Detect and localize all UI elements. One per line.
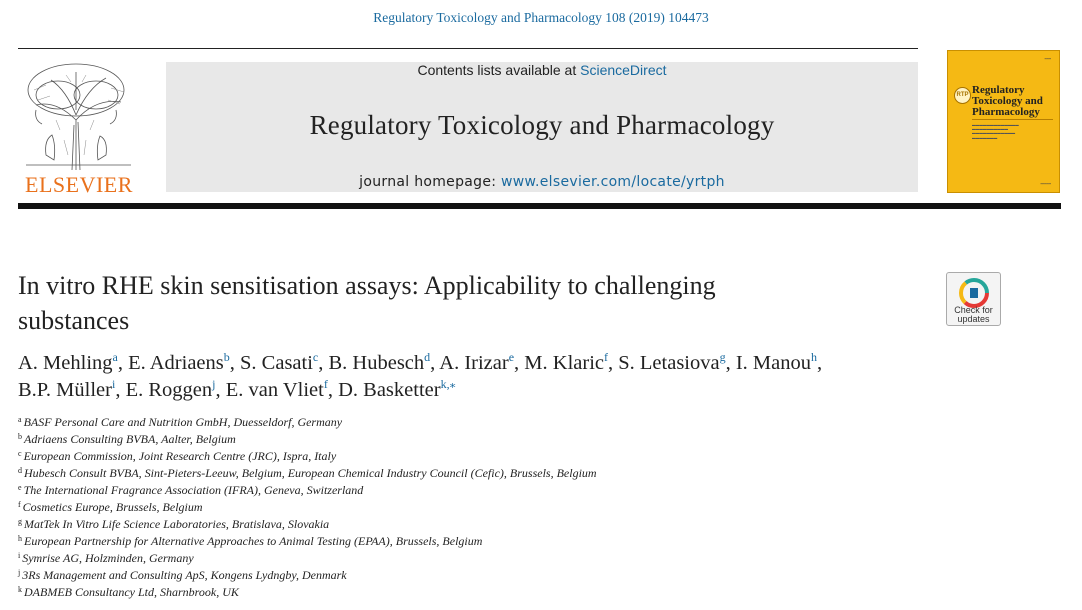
author[interactable] — [618, 352, 725, 374]
journal-title: Regulatory Toxicology and Pharmacology — [309, 110, 775, 140]
author-name: I. Manou — [735, 352, 811, 374]
journal-homepage — [166, 174, 918, 190]
affiliation-text: European Partnership for Alternative Approaches to Animal Testing (EPAA), Brussels, Belgium — [24, 534, 483, 548]
author-affiliation-ref[interactable]: h — [811, 350, 817, 364]
check-for-updates-button[interactable] — [946, 272, 1001, 326]
author-affiliation-ref[interactable]: f — [323, 377, 328, 391]
cover-top-mark: ━━━ — [1044, 57, 1051, 61]
affiliation-key: j — [18, 568, 21, 577]
author-list: A. Mehling$^a$, E. Adriaens$^b$, S. Casati$^c$, B. Hubesch$^d$, A. Irizar$^e$, M. Klaric$^f$, S. Letasiova$^g$, I. Manou$^h$, B.P. Müller$^i$, E. Roggen$^j$, E. van Vliet$^f$, D. Basketter$^{k,⁎}$ — [18, 350, 823, 401]
author[interactable] — [226, 379, 328, 401]
affiliation-text: MatTek In Vitro Life Science Laboratories, Bratislava, Slovakia — [24, 517, 330, 531]
author[interactable] — [18, 352, 118, 374]
author-name: D. Basketter — [338, 379, 441, 401]
affiliation-key: c — [18, 449, 22, 458]
author-affiliation-ref[interactable]: j — [212, 377, 216, 391]
check-updates-label — [947, 306, 1000, 324]
affiliation-key: e — [18, 483, 22, 492]
homepage-link[interactable]: www.elsevier.com/locate/yrtph — [501, 174, 725, 190]
author[interactable] — [18, 379, 115, 401]
cover-title-line: Toxicology and — [972, 95, 1043, 107]
author[interactable] — [126, 379, 216, 401]
affiliation-text: Symrise AG, Holzminden, Germany — [22, 551, 194, 565]
author-name: A. Mehling — [18, 352, 113, 374]
cover-divider — [972, 119, 1053, 120]
article-title-line: In vitro RHE skin sensitisation assays: Applicability to challenging — [18, 271, 716, 300]
affiliation-item — [18, 516, 1018, 533]
article-title-line: substances — [18, 306, 130, 335]
author[interactable] — [128, 352, 230, 374]
author[interactable] — [240, 352, 318, 374]
affiliation-text: Cosmetics Europe, Brussels, Belgium — [22, 500, 203, 514]
affiliation-item — [18, 533, 1018, 550]
affiliation-item — [18, 431, 1018, 448]
header-bottom-rule — [18, 203, 1061, 209]
author-name: E. Adriaens — [128, 352, 224, 374]
homepage-prefix: journal homepage: — [359, 174, 502, 190]
check-updates-line: Check for — [954, 305, 993, 315]
author-affiliation-ref[interactable]: d — [424, 350, 431, 364]
cover-fine-print: ▬▬▬▬▬▬▬▬▬▬▬▬▬ ▬▬▬▬▬▬▬▬▬▬ ▬▬▬▬▬▬▬▬▬▬▬▬ ▬▬▬▬▬▬▬ — [972, 123, 1019, 140]
article-title — [18, 268, 878, 338]
author-name: B.P. Müller — [18, 379, 112, 401]
affiliation-item — [18, 448, 1018, 465]
affiliation-item — [18, 550, 1018, 567]
header-top-rule — [18, 48, 918, 49]
author[interactable] — [524, 352, 608, 374]
sciencedirect-link[interactable]: ScienceDirect — [580, 62, 667, 78]
affiliation-text: Adriaens Consulting BVBA, Aalter, Belgium — [24, 432, 236, 446]
affiliation-item — [18, 567, 1018, 584]
cover-title — [972, 85, 1043, 118]
author-affiliation-ref[interactable]: a — [112, 350, 118, 364]
affiliation-key: a — [18, 415, 22, 424]
affiliation-item — [18, 414, 1018, 431]
author-affiliation-ref[interactable]: g — [719, 350, 726, 364]
author-name: B. Hubesch — [328, 352, 425, 374]
affiliation-key: d — [18, 466, 22, 475]
affiliation-key: i — [18, 551, 21, 560]
author-affiliation-ref[interactable]: k,⁎ — [440, 377, 456, 391]
cover-title-line: Pharmacology — [972, 106, 1040, 118]
author[interactable] — [439, 352, 514, 374]
affiliation-list — [18, 414, 1018, 601]
contents-availability — [166, 62, 918, 78]
check-updates-line: updates — [957, 314, 990, 324]
cover-badge: RTP — [954, 87, 971, 104]
author-name: E. Roggen — [125, 379, 213, 401]
author-affiliation-ref[interactable]: e — [508, 350, 515, 364]
affiliation-key: b — [18, 432, 22, 441]
affiliation-item — [18, 499, 1018, 516]
author-affiliation-ref[interactable]: b — [223, 350, 230, 364]
contents-prefix: Contents lists available at — [417, 62, 581, 78]
affiliation-key: g — [18, 517, 22, 526]
author-name: M. Klaric — [524, 352, 604, 374]
affiliation-key: f — [18, 500, 21, 509]
affiliation-text: Hubesch Consult BVBA, Sint-Pieters-Leeuw, Belgium, European Chemical Industry Council (Cefic), Brussels, Belgium — [24, 466, 597, 480]
author-name: S. Casati — [240, 352, 313, 374]
check-updates-icon — [959, 278, 989, 308]
affiliation-key: h — [18, 534, 22, 543]
affiliation-text: BASF Personal Care and Nutrition GmbH, Duesseldorf, Germany — [23, 415, 343, 429]
author[interactable] — [329, 352, 431, 374]
affiliation-text: European Commission, Joint Research Centre (JRC), Ispra, Italy — [23, 449, 337, 463]
author-name: S. Letasiova — [618, 352, 720, 374]
author-name: E. van Vliet — [225, 379, 324, 401]
journal-cover-thumbnail[interactable] — [947, 50, 1060, 193]
affiliation-key: k — [18, 585, 22, 594]
affiliation-text: 3Rs Management and Consulting ApS, Kongens Lydngby, Denmark — [22, 568, 347, 582]
affiliation-item — [18, 482, 1018, 499]
author-affiliation-ref[interactable]: i — [111, 377, 116, 391]
cover-foot-mark: ━━━━━ — [1040, 182, 1051, 186]
author[interactable] — [338, 379, 455, 401]
affiliation-text: DABMEB Consultancy Ltd, Sharnbrook, UK — [24, 585, 239, 599]
author[interactable] — [736, 352, 817, 374]
affiliation-item — [18, 584, 1018, 601]
cover-title-line: Regulatory — [972, 84, 1025, 96]
journal-citation[interactable]: Regulatory Toxicology and Pharmacology 108 (2019) 104473 — [373, 10, 709, 25]
author-affiliation-ref[interactable]: c — [312, 350, 319, 364]
author-name: A. Irizar — [439, 352, 509, 374]
elsevier-wordmark: ELSEVIER — [25, 172, 133, 197]
author-affiliation-ref[interactable]: f — [604, 350, 608, 364]
affiliation-item — [18, 465, 1018, 482]
affiliation-text: The International Fragrance Association (IFRA), Geneva, Switzerland — [23, 483, 364, 497]
